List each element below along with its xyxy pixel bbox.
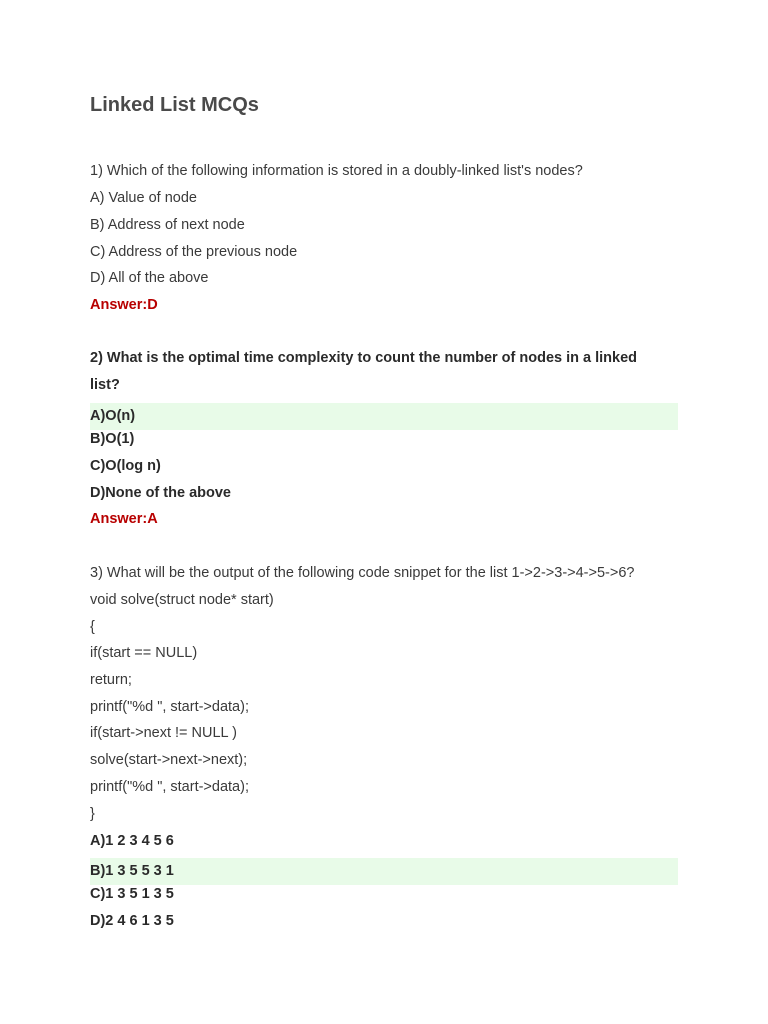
code-line: printf("%d ", start->data); — [90, 699, 249, 715]
code-line: { — [90, 619, 95, 635]
question-3-option-a: A)1 2 3 4 5 6 — [90, 833, 174, 849]
question-3-text: 3) What will be the output of the following code snippet for the list 1->2->3->4->5->6? — [90, 565, 635, 581]
question-1-option-a: A) Value of node — [90, 190, 197, 206]
code-line: printf("%d ", start->data); — [90, 779, 249, 795]
question-2-option-a-highlighted: A)O(n) — [90, 403, 678, 430]
code-line: void solve(struct node* start) — [90, 592, 274, 608]
question-3-option-b-highlighted: B)1 3 5 5 3 1 — [90, 858, 678, 885]
question-1-answer: Answer:D — [90, 297, 158, 313]
code-line: solve(start->next->next); — [90, 752, 248, 768]
question-3-option-d: D)2 4 6 1 3 5 — [90, 913, 174, 929]
code-line: if(start->next != NULL ) — [90, 725, 237, 741]
question-2-text-line-2: list? — [90, 377, 120, 393]
question-2-option-b: B)O(1) — [90, 431, 135, 447]
question-1-option-b: B) Address of next node — [90, 217, 245, 233]
code-line: } — [90, 806, 95, 822]
question-2-answer: Answer:A — [90, 511, 158, 527]
page-title: Linked List MCQs — [90, 94, 259, 116]
question-3-option-c: C)1 3 5 1 3 5 — [90, 886, 174, 902]
code-line: if(start == NULL) — [90, 645, 198, 661]
question-2-option-d: D)None of the above — [90, 485, 231, 501]
question-1-option-c: C) Address of the previous node — [90, 244, 298, 260]
code-line: return; — [90, 672, 132, 688]
question-1-option-d: D) All of the above — [90, 270, 209, 286]
question-1-text: 1) Which of the following information is stored in a doubly-linked list's nodes? — [90, 163, 583, 179]
question-2-text-line-1: 2) What is the optimal time complexity to count the number of nodes in a linked — [90, 350, 638, 366]
question-2-option-c: C)O(log n) — [90, 458, 161, 474]
